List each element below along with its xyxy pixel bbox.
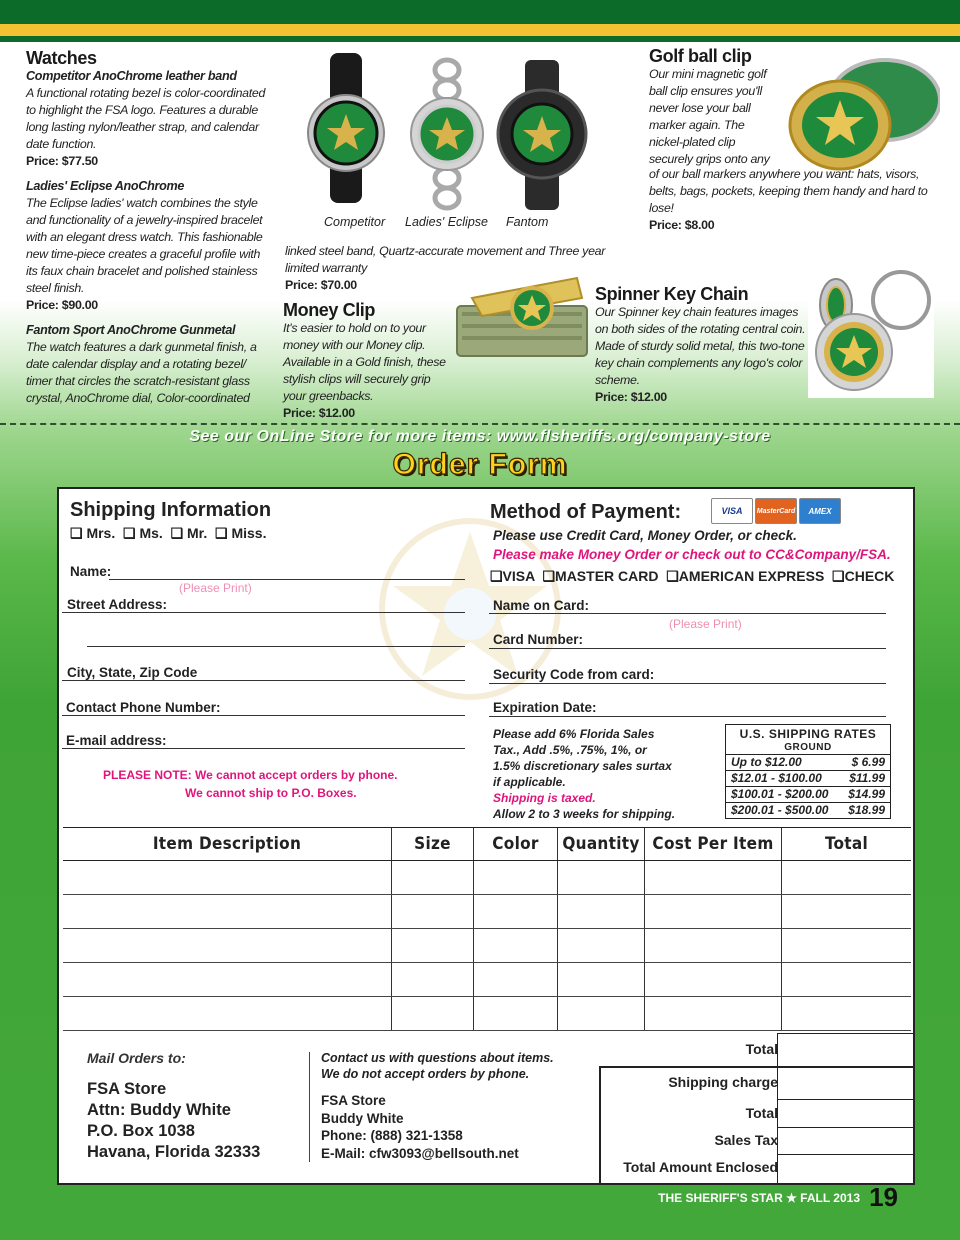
phone-label: Contact Phone Number: [66,700,221,715]
watch-caption: Fantom [506,215,549,229]
key-chain-desc: Our Spinner key chain features images on both sides of the rotating central coin. Made of sturdy solid metal, this two-tone key chain complements any logo's color scheme. [595,305,806,387]
watch-name: Competitor AnoChrome leather band [26,69,237,83]
money-clip-desc: It's easier to hold on to your money with our Money clip. Available in a Gold finish, these stylish clips will securely grip your greenbacks. [283,321,446,403]
contact-details [321,1092,519,1162]
key-chain-photo [808,260,934,398]
name-on-card-label: Name on Card: [493,598,590,613]
rate-row [726,803,890,818]
watch-price: Price: $90.00 [26,298,98,312]
page-number: 19 [869,1182,898,1212]
shipping-note [103,768,398,782]
note-label: PLEASE NOTE: [103,768,192,782]
salutation-checkboxes[interactable]: ❑ Mrs. ❑ Ms. ❑ Mr. ❑ Miss. [70,525,267,541]
subtotal-label: Total [745,1105,778,1121]
rate-row [726,771,890,787]
note-line-1: We cannot accept orders by phone. [191,768,398,782]
subtotal-box[interactable] [777,1099,913,1127]
shipping-time-note: Allow 2 to 3 weeks for shipping. [493,807,676,821]
items-header-row [63,827,911,861]
table-row[interactable] [63,861,911,895]
col-cost-per-item: Cost Per Item [645,828,782,860]
col-total: Total [824,834,869,854]
table-row[interactable] [63,895,911,929]
golf-clip-section [649,46,779,168]
mail-line: FSA Store [87,1080,167,1098]
watches-image [285,48,641,218]
watch-desc: The watch features a dark gunmetal finish, a date calendar display and a rotating bezel/ timer that circles the scratch-resistant glass crystal, AnoChrome dial, Color-coordinated [26,340,257,405]
items-table [63,827,911,1031]
golf-clip-title: Golf ball clip [649,46,752,66]
watches-section [26,48,271,407]
cut-line [0,423,960,425]
expiration-line[interactable] [489,716,886,717]
tax-note-line: Tax., Add .5%, .75%, 1%, or [493,743,647,757]
golf-clip-price: Price: $8.00 [649,218,715,232]
rate-range: $200.01 - $500.00 [731,803,829,817]
tax-note-line: Please add 6% Florida Sales [493,727,655,741]
email-input-line[interactable] [62,748,465,749]
please-print-note: (Please Print) [179,581,252,595]
mail-line: Havana, Florida 32333 [87,1143,261,1161]
rate-cost: $18.99 [848,803,885,817]
top-band-gold [0,24,960,36]
rates-subtitle: GROUND [784,742,832,753]
contact-note [321,1050,554,1082]
key-chain-image [808,260,934,398]
tax-note [493,726,675,822]
rates-header [726,725,890,755]
watches-photo [285,48,641,238]
golf-clip-desc-2: of our ball markers anywhere you want: hats, visors, belts, bags, pockets, keeping them handy and hard to lose! [649,167,928,215]
money-clip-section [283,300,453,422]
money-clip-price: Price: $12.00 [283,406,355,420]
golf-clip-image [780,55,940,175]
rates-title: U.S. SHIPPING RATES [739,727,877,741]
mastercard-icon: MasterCard [755,498,797,524]
name-label: Name: [70,564,112,579]
email-label: E-mail address: [66,733,167,748]
col-item-description: Item Description [63,828,392,860]
sales-tax-box[interactable] [777,1127,913,1154]
expiration-label: Expiration Date: [493,700,597,715]
watch-desc: A functional rotating bezel is color-coordinated to highlight the FSA logo. Features a durable long lasting nylon/leather strap, and calendar date function. [26,86,266,151]
fantom-price: Price: $70.00 [285,278,357,292]
money-clip-image [452,268,592,368]
table-row[interactable] [63,963,911,997]
payment-instruction: Please use Credit Card, Money Order, or check. [493,528,797,543]
security-code-label: Security Code from card: [493,667,655,682]
contact-line: We do not accept orders by phone. [321,1067,530,1081]
rate-cost: $14.99 [848,787,885,801]
shipping-charge-label: Shipping charge [668,1074,778,1090]
table-row[interactable] [63,929,911,963]
watch-desc: The Eclipse ladies' watch combines the style and functionality of a jewelry-inspired bracelet with an elegant dress watch. This fashionable new time-piece creates a graceful profile with its faux chain bracelet and polished stainless steel finish. [26,196,263,295]
shipping-info-title: Shipping Information [70,499,272,521]
card-logos [711,498,841,524]
street-input-line[interactable] [62,612,465,613]
col-color: Color [474,828,558,860]
money-clip-title: Money Clip [283,300,376,320]
watch-name: Fantom Sport AnoChrome Gunmetal [26,323,236,337]
contact-email[interactable]: E-Mail: cfw3093@bellsouth.net [321,1145,519,1161]
golf-clip-desc: Our mini magnetic golf ball clip ensures you'll never lose your ball marker again. The nickel-plated clip securely grips onto any [649,67,770,166]
city-input-line[interactable] [62,680,465,681]
payment-title: Method of Payment: [490,501,682,523]
name-input-line[interactable] [109,579,465,580]
rate-cost: $ 6.99 [851,755,885,769]
rate-row [726,755,890,771]
total-label: Total [745,1041,778,1057]
name-on-card-line[interactable] [489,613,886,614]
watch-caption: Ladies' Eclipse [405,215,488,229]
rate-range: Up to $12.00 [731,755,802,769]
watches-title: Watches [26,48,97,68]
contact-line: Buddy White [321,1110,404,1126]
table-row[interactable] [63,997,911,1031]
online-store-link[interactable]: See our OnLine Store for more items: www.flsheriffs.org/company-store [189,428,771,445]
visa-icon: VISA [711,498,753,524]
mail-line: Attn: Buddy White [87,1101,231,1119]
contact-line: Contact us with questions about items. [321,1051,554,1065]
shipping-taxed-note: Shipping is taxed. [493,791,596,805]
rate-cost: $11.99 [849,771,885,785]
mail-address [87,1079,260,1163]
footer-publication: THE SHERIFF'S STAR ★ FALL 2013 [658,1191,860,1205]
phone-input-line[interactable] [62,715,465,716]
key-chain-section [595,284,810,406]
note-line-2: We cannot ship to P.O. Boxes. [185,786,357,800]
security-code-line[interactable] [489,683,886,684]
total-box[interactable] [777,1033,913,1066]
contact-phone[interactable]: Phone: (888) 321-1358 [321,1128,463,1143]
mail-divider [309,1052,310,1162]
key-chain-title: Spinner Key Chain [595,284,749,304]
contact-line: FSA Store [321,1093,386,1108]
total-enclosed-box[interactable] [777,1154,913,1185]
mail-line: P.O. Box 1038 [87,1122,195,1140]
fantom-desc-continued: linked steel band, Quartz-accurate movement and Three year limited warranty [285,244,606,275]
tax-note-line: 1.5% discretionary sales surtax [493,759,672,773]
watch-name: Ladies' Eclipse AnoChrome [26,179,185,193]
order-form [57,487,915,1185]
shipping-charge-box[interactable] [777,1066,913,1099]
street-input-line-2[interactable] [87,646,465,647]
rate-range: $100.01 - $200.00 [731,787,829,801]
watch-price: Price: $77.50 [26,154,98,168]
key-chain-price: Price: $12.00 [595,390,667,404]
card-number-line[interactable] [489,648,886,649]
street-label: Street Address: [67,597,168,612]
rate-range: $12.01 - $100.00 [731,771,822,785]
shipping-rates-table [725,724,891,819]
mail-orders-heading: Mail Orders to: [87,1050,186,1066]
top-band-green-thin [0,36,960,42]
city-label: City, State, Zip Code [67,665,198,680]
col-quantity: Quantity [558,828,645,860]
watch-caption: Competitor [324,215,386,229]
col-size: Size [392,828,474,860]
top-band-green [0,0,960,24]
golf-clip-section-2 [649,166,934,234]
card-number-label: Card Number: [493,632,584,647]
amex-icon: AMEX [799,498,841,524]
payment-method-checkboxes[interactable]: ❑VISA ❑MASTER CARD ❑AMERICAN EXPRESS ❑CHECK [490,568,895,584]
payment-payee-note: Please make Money Order or check out to CC&Company/FSA. [493,547,891,562]
tax-note-line: if applicable. [493,775,566,789]
order-form-title: Order Form [392,448,568,481]
please-print-note-2: (Please Print) [669,617,742,631]
total-enclosed-label: Total Amount Enclosed [623,1159,778,1175]
rate-row [726,787,890,803]
sales-tax-label: Sales Tax [714,1132,778,1148]
